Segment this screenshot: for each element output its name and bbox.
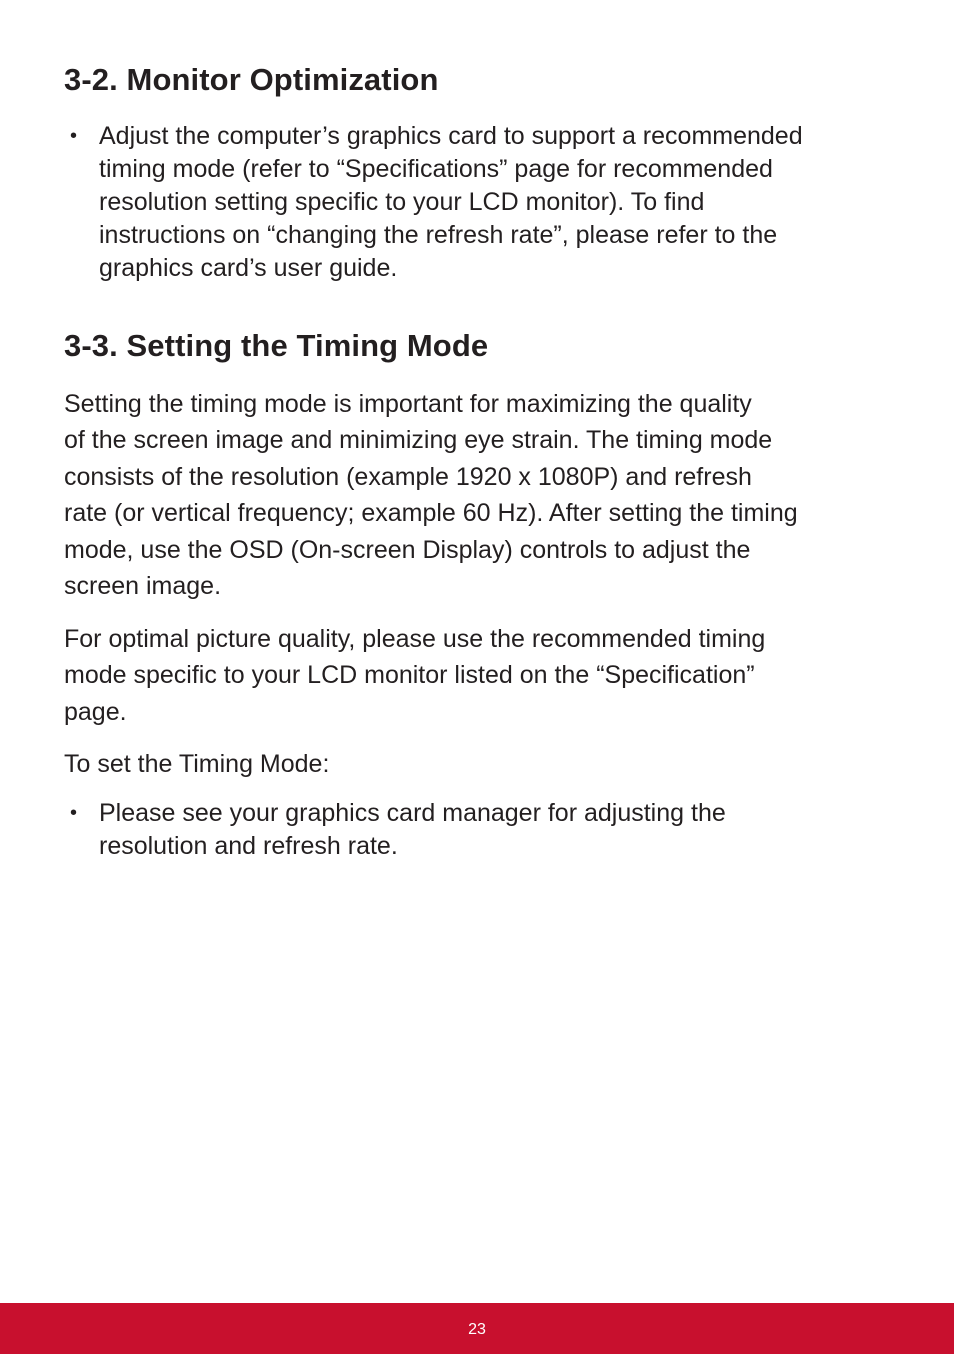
footer-bar: [0, 1303, 954, 1354]
paragraph-to-set-timing-mode: [64, 746, 329, 782]
section-heading-monitor-optimization: 3-2. Monitor Optimization: [64, 62, 439, 97]
text-line: Adjust the computer’s graphics card to support a recommended: [99, 122, 803, 150]
section-heading-setting-timing-mode: 3-3. Setting the Timing Mode: [64, 328, 489, 363]
bullet-item-graphics-card-manager: [64, 797, 894, 863]
bullet-text: [99, 797, 726, 863]
text-line: resolution setting specific to your LCD monitor). To find: [99, 188, 705, 216]
text-line: consists of the resolution (example 1920 x 1080P) and refresh: [64, 462, 752, 491]
bullet-item-adjust-graphics-card: [64, 120, 894, 285]
text-line: mode specific to your LCD monitor listed on the “Specification”: [64, 661, 755, 690]
bullet-icon: •: [70, 125, 78, 147]
text-line: rate (or vertical frequency; example 60 Hz). After setting the timing: [64, 499, 798, 528]
text-line: mode, use the OSD (On-screen Display) controls to adjust the: [64, 535, 751, 564]
text-line: screen image.: [64, 572, 222, 601]
text-line: timing mode (refer to “Specifications” page for recommended: [99, 155, 773, 183]
paragraph-timing-mode-intro: [64, 386, 798, 604]
text-line: resolution and refresh rate.: [99, 832, 398, 860]
text-line: of the screen image and minimizing eye strain. The timing mode: [64, 426, 773, 455]
page-number: 23: [468, 1321, 486, 1338]
text-line: Setting the timing mode is important for maximizing the quality: [64, 390, 752, 418]
paragraph-optimal-quality: [64, 621, 765, 730]
text-line: For optimal picture quality, please use the recommended timing: [64, 625, 766, 653]
bullet-icon: •: [70, 802, 78, 824]
text-line: page.: [64, 697, 127, 726]
text-line: Please see your graphics card manager for adjusting the: [99, 799, 726, 827]
text-line: instructions on “changing the refresh rate”, please refer to the: [99, 221, 778, 249]
text-line: graphics card’s user guide.: [99, 254, 398, 282]
bullet-text: [99, 120, 803, 285]
text-line: To set the Timing Mode:: [64, 750, 330, 778]
